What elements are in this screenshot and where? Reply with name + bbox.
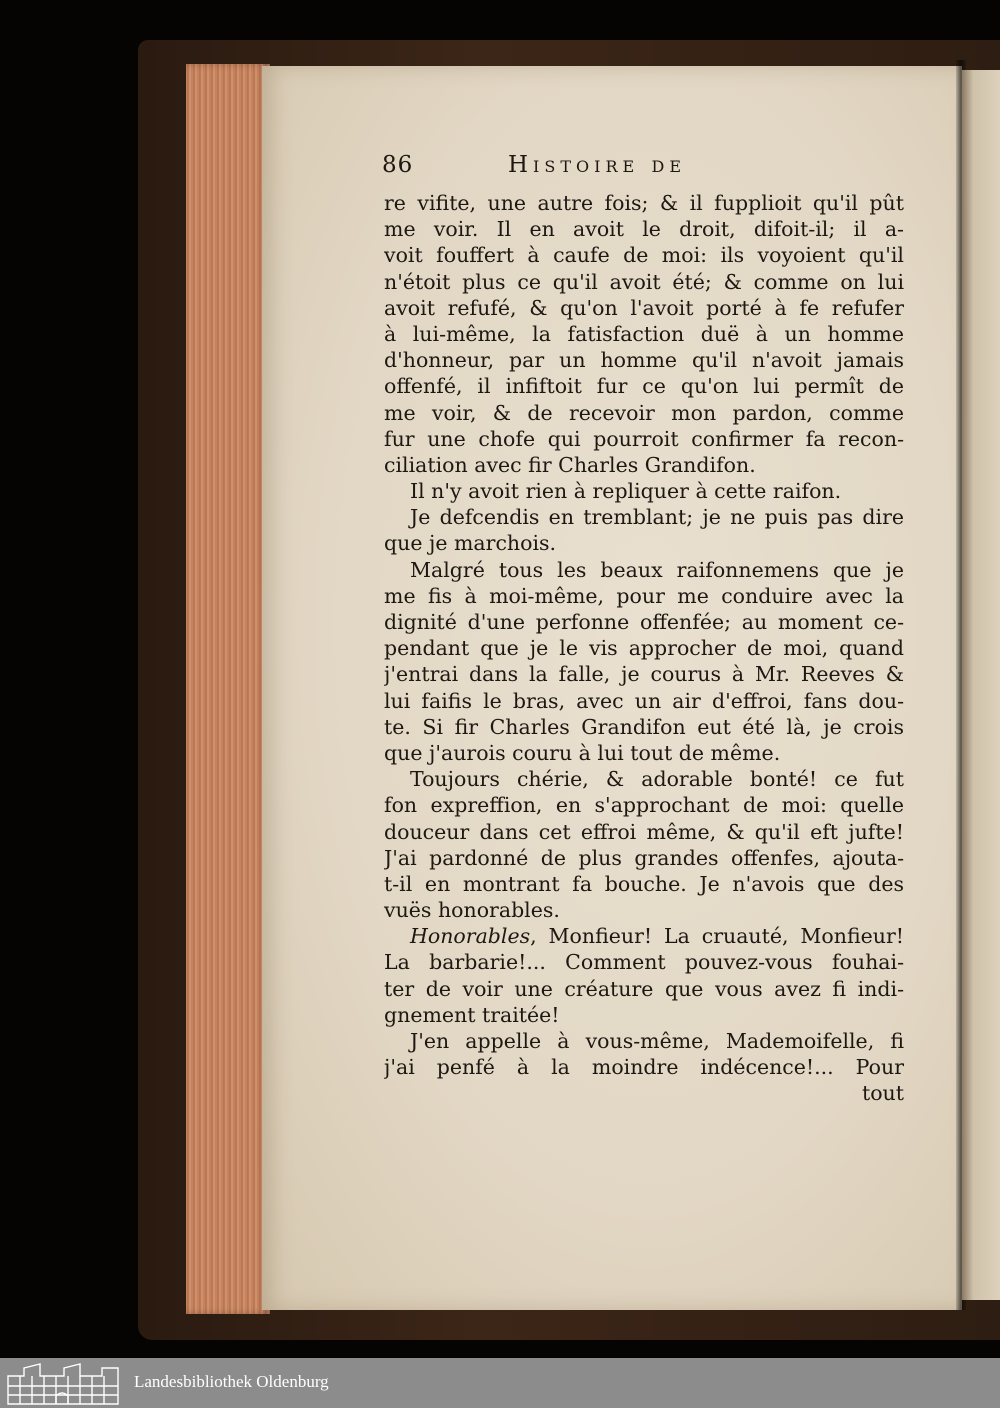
text-line: me fis à moi-même, pour me conduire avec la [384, 583, 904, 608]
text-line: fur une chofe qui pourroit confirmer fa recon- [384, 426, 904, 451]
facing-page-edge [962, 70, 1000, 1300]
text-line: offenfé, il infiftoit fur ce qu'on lui permît de [384, 374, 904, 399]
text-line: que j'aurois couru à lui tout de même. [384, 740, 781, 765]
running-head-title: Histoire de [508, 152, 686, 178]
page-edges [186, 64, 270, 1314]
text-line: avoit refufé, & qu'on l'avoit porté à fe refufer [384, 295, 904, 320]
running-head [380, 150, 900, 182]
text-line: me voir. Il en avoit le droit, difoit-il; il a- [384, 217, 904, 242]
text-line: re vifite, une autre fois; & il fupplioit qu'il pût [384, 191, 904, 215]
text-line: douceur dans cet effroi même, & qu'il eft jufte! [384, 819, 904, 844]
text-line: d'honneur, par un homme qu'il n'avoit jamais [384, 348, 904, 373]
text-line: j'entrai dans la falle, je courus à Mr. Reeves & [384, 662, 904, 687]
text-line: vuës honorables. [384, 898, 560, 923]
body-text [384, 190, 904, 1107]
text-line: fon expreffion, en s'approchant de moi: quelle [384, 793, 904, 818]
text-line: à lui-même, la fatisfaction duë à un homme [384, 321, 904, 346]
text-line: n'étoit plus ce qu'il avoit été; & comme on lui [384, 269, 904, 294]
text-line: J'en appelle à vous-même, Mademoifelle, fi [410, 1029, 904, 1053]
line-rest: , Monfieur! La cruauté, Monfieur! [530, 924, 904, 949]
text-line: Toujours chérie, & adorable bonté! ce fut [410, 767, 904, 792]
text-line: Il n'y avoit rien à repliquer à cette raifon. [410, 479, 842, 504]
text-line: voit fouffert à caufe de moi: ils voyoient qu'il [384, 243, 904, 268]
text-line: dignité d'une perfonne offenfée; au moment ce- [384, 610, 904, 634]
text-line: me voir, & de recevoir mon pardon, comme [384, 400, 904, 425]
catchword: tout [861, 1081, 904, 1106]
text-line: pendant que je le vis approcher de moi, quand [384, 636, 904, 661]
text-line: j'ai penfé à la moindre indécence!... Pour [384, 1055, 904, 1080]
text-line: gnement traitée! [384, 1002, 560, 1027]
italic-word: Honorables [410, 924, 531, 949]
text-line: ter de voir une créature que vous avez fi indi- [384, 976, 904, 1001]
text-line: ciliation avec fir Charles Grandifon. [384, 452, 756, 477]
text-line: te. Si fir Charles Grandifon eut été là, je crois [384, 714, 904, 739]
footer-bar [0, 1358, 1000, 1408]
text-line: J'ai pardonné de plus grandes offenfes, ajouta- [384, 845, 904, 870]
text-line: lui faifis le bras, avec un air d'effroi, fans dou- [384, 688, 904, 713]
text-line: Malgré tous les beaux raifonnemens que je [410, 557, 904, 582]
text-line: La barbarie!... Comment pouvez-vous fouhai- [384, 950, 904, 975]
library-building-logo-icon [4, 1360, 122, 1406]
text-line: que je marchois. [384, 531, 557, 556]
text-line [384, 923, 904, 949]
text-line: Je defcendis en tremblant; je ne puis pas dire [410, 505, 904, 530]
page-number: 86 [382, 152, 414, 178]
library-name: Landesbibliothek Oldenburg [134, 1372, 329, 1391]
text-line: t-il en montrant fa bouche. Je n'avois que des [384, 871, 904, 896]
